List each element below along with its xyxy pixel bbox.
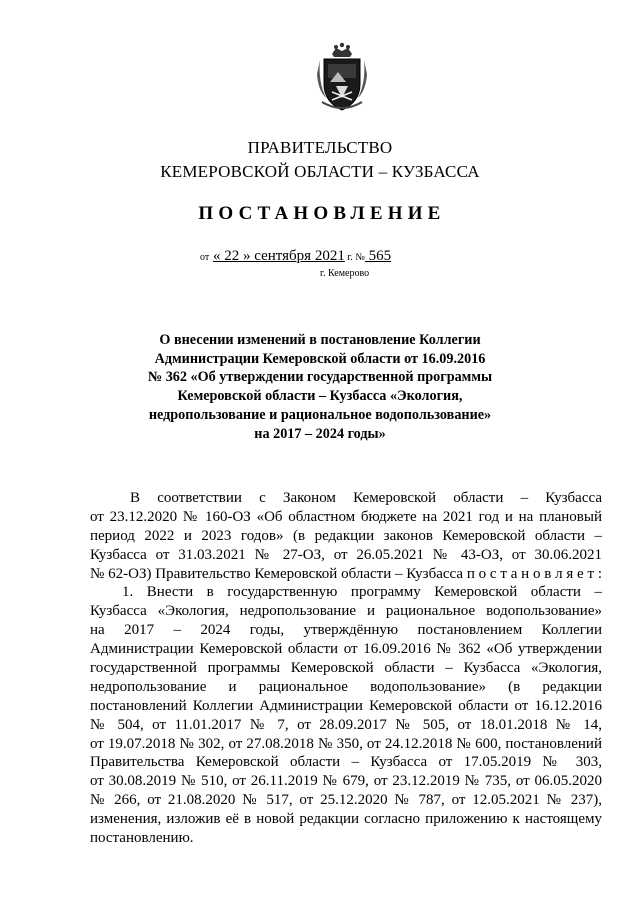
date-day: 22: [220, 248, 243, 264]
body-line: постановлению.: [90, 830, 194, 847]
body-line: 1. Внести в государственную программу Кемеровской области –: [122, 584, 602, 601]
date-quote-open: « 22 » сентября 2021: [213, 248, 345, 264]
title-line: Администрации Кемеровской области от 16.09.2016: [154, 350, 486, 367]
title-line: О внесении изменений в постановление Коллегии: [159, 332, 481, 348]
body-line: Администрации Кемеровской области от 16.09.2016 № 362 «Об утверждении: [90, 641, 602, 658]
government-name-line2: КЕМЕРОВСКОЙ ОБЛАСТИ – КУЗБАССА: [160, 162, 480, 181]
city-label: г. Кемерово: [320, 268, 370, 279]
title-line: № 362 «Об утверждении государственной программы: [147, 369, 493, 386]
body-line: № 62-ОЗ) Правительство Кемеровской области – Кузбасса п о с т а н о в л я е т :: [90, 565, 602, 582]
title-line: на 2017 – 2024 годы»: [254, 425, 386, 442]
body-line: государственной программы Кемеровской области – Кузбасса «Экология,: [90, 660, 602, 677]
body-line: период 2022 и 2023 годов» (в редакции законов Кемеровской области –: [90, 527, 602, 544]
body-line: № 266, от 21.08.2020 № 517, от 25.12.2020 № 787, от 12.05.2021 № 237),: [90, 792, 602, 809]
date-month-year: сентября 2021: [250, 248, 345, 264]
title-line: Кемеровской области – Кузбасса «Экология,: [177, 388, 463, 405]
body-line: от 23.12.2020 № 160-ОЗ «Об областном бюджете на 2021 год и на плановый: [90, 508, 602, 525]
document-body: [90, 489, 602, 848]
coat-of-arms-emblem: [316, 42, 368, 114]
body-line: от 19.07.2018 № 302, от 27.08.2018 № 350, от 24.12.2018 № 600, постановлений: [90, 735, 602, 752]
date-number-line: [200, 248, 500, 265]
document-type-heading: ПОСТАНОВЛЕНИЕ: [198, 203, 446, 224]
number-sign: №: [352, 252, 365, 263]
body-line: постановлений Коллегии Администрации Кемеровской области от 16.12.2016: [90, 697, 602, 714]
document-number: 565: [364, 248, 392, 264]
body-line: Правительства Кемеровской области – Кузбасса от 17.05.2019 № 303,: [90, 754, 602, 771]
title-line: недропользование и рациональное водопользование»: [148, 406, 492, 423]
body-line: изменения, изложив её в новой редакции согласно приложению к настоящему: [90, 811, 602, 828]
body-line: от 30.08.2019 № 510, от 26.11.2019 № 679, от 23.12.2019 № 735, от 06.05.2020: [90, 773, 602, 790]
body-line: Кузбасса от 31.03.2021 № 27-ОЗ, от 26.05.2021 № 43-ОЗ, от 30.06.2021: [90, 546, 602, 563]
body-line: В соответствии с Законом Кемеровской области – Кузбасса: [130, 490, 602, 506]
date-prefix: от: [200, 252, 210, 263]
body-line: на 2017 – 2024 годы, утверждённую постановлением Коллегии: [90, 622, 602, 639]
government-name-line1: ПРАВИТЕЛЬСТВО: [247, 138, 393, 157]
document-title: [110, 331, 530, 443]
date-year-suffix: г.: [344, 252, 353, 263]
body-line: недропользование и рациональное водопользование» (в редакции: [90, 678, 602, 695]
body-line: Кузбасса «Экология, недропользование и рациональное водопользование»: [90, 603, 602, 620]
body-line: № 504, от 11.01.2017 № 7, от 28.09.2017 № 505, от 18.01.2018 № 14,: [90, 716, 602, 733]
